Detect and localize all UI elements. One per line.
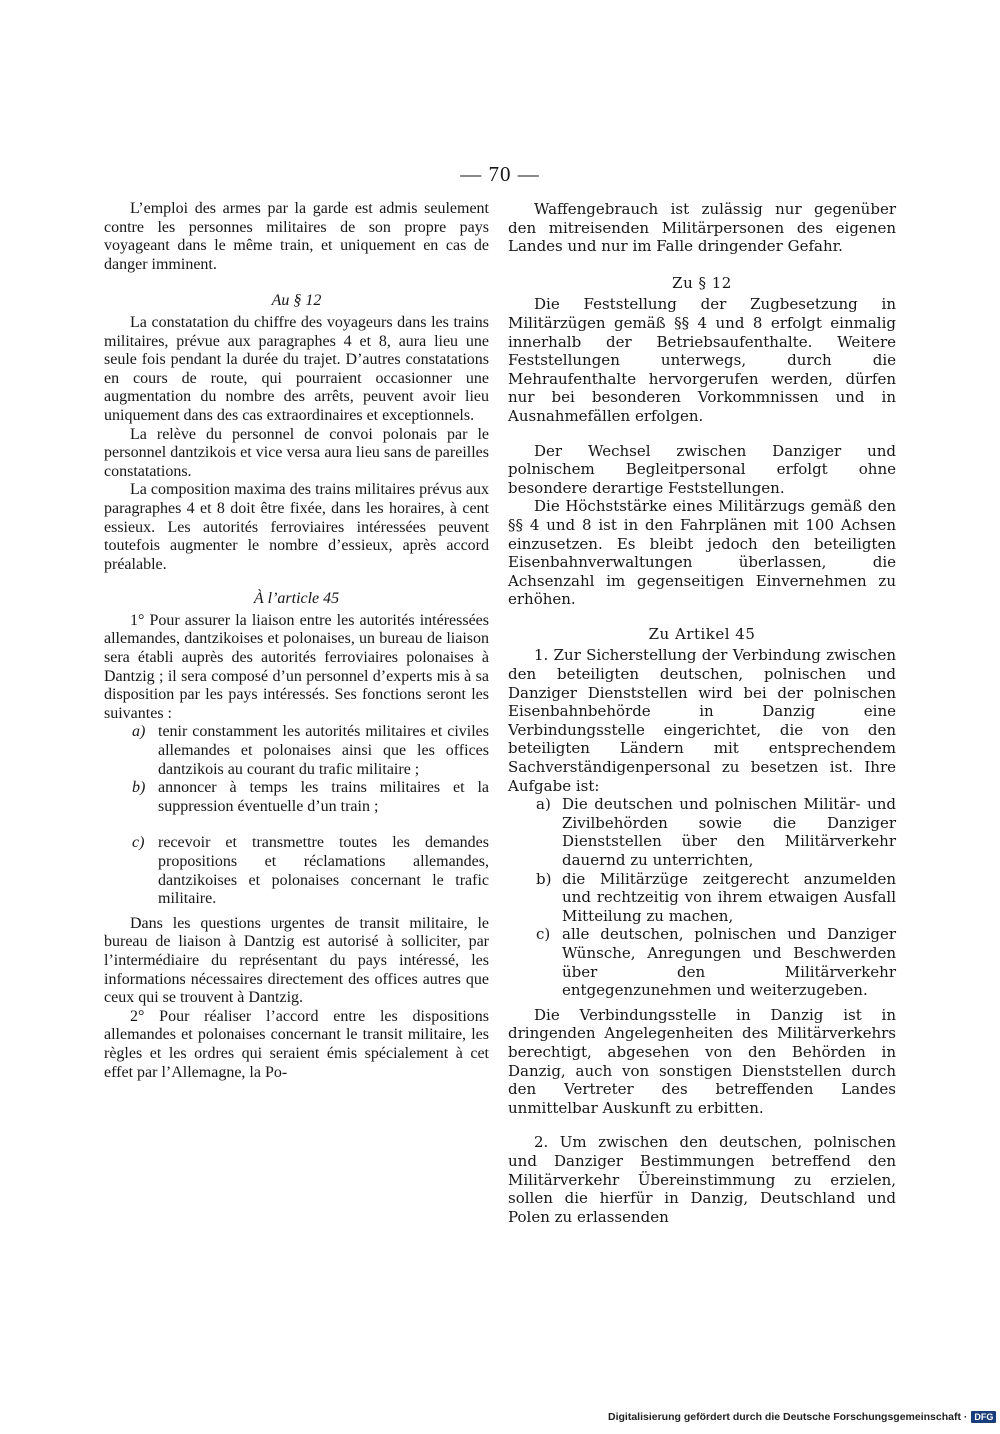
- de-heading-article-45: Zu Artikel 45: [648, 624, 756, 643]
- de-paragraph-1: Waffengebrauch ist zulässig nur gegenüber den mitreisenden Militärpersonen des eigenen Landes und nur im Falle dringender Gefahr.: [508, 200, 896, 256]
- de-heading-section-12: Zu § 12: [672, 273, 732, 292]
- list-marker: a): [132, 723, 146, 741]
- fr-paragraph-3: La relève du personnel de convoi polonais par le personnel dantzikois et vice versa aura lieu sans de pareilles constatations.: [104, 425, 489, 480]
- de-paragraph-6: Die Verbindungsstelle in Danzig ist in dringenden Angelegenheiten des Militärverkehrs berechtigt, abgesehen von den Behörden in Danzig, auch von sonstigen Dienststellen durch den Vertreter des betreffenden Landes unmittelbar Auskunft zu erbitten.: [508, 1005, 896, 1117]
- page-number: — 70 —: [460, 162, 540, 186]
- french-column: [104, 200, 489, 1082]
- list-item: [104, 723, 489, 779]
- list-item: [104, 779, 489, 816]
- fr-paragraph-5: 1° Pour assurer la liaison entre les autorités intéressées allemandes, dantzikoises et polonaises, un bureau de liaison sera établi auprès des autorités ferroviaires polonaises à Dantzig ; il sera composé d’un personnel d’experts mis à sa disposition par les pays intéressés. Ses fonctions seront les suivantes :: [104, 611, 489, 722]
- list-marker: c): [132, 834, 145, 852]
- list-item-text: tenir constamment les autorités militaires et civiles allemandes et polonaises ainsi que les offices dantzikois au courant du trafic militaire ;: [158, 723, 489, 778]
- de-paragraph-7: 2. Um zwischen den deutschen, polnischen und Danziger Bestimmungen betreffend den Militärverkehr Übereinstimmung zu erzielen, sollen die hierfür in Danzig, Deutschland und Polen zu erlassenden: [508, 1133, 896, 1226]
- list-item: [508, 870, 896, 926]
- list-marker: b): [536, 869, 552, 888]
- list-marker: c): [536, 925, 551, 944]
- list-item: [508, 795, 896, 869]
- list-marker: b): [132, 779, 146, 797]
- de-paragraph-4: Die Höchststärke eines Militärzugs gemäß den §§ 4 und 8 ist in den Fahrplänen mit 100 Achsen einzusetzen. Es bleibt jedoch den beteiligten Eisenbahnverwaltungen überlassen, die Achsenzahl im gegenseitigen Einvernehmen zu erhöhen.: [508, 497, 896, 609]
- de-list: [508, 795, 896, 1000]
- fr-paragraph-7: 2° Pour réaliser l’accord entre les dispositions allemandes et polonaises concernant le transit militaire, les règles et les ordres qui seraient émis spécialement à cet effet par l’Allemagne, la Po-: [104, 1007, 489, 1081]
- footer-credit: [608, 1411, 996, 1423]
- list-item-text: alle deutschen, polnischen und Danziger Wünsche, Anregungen und Beschwerden über den Militärverkehr entgegenzunehmen und weiterzugeben.: [562, 925, 896, 1000]
- fr-paragraph-6: Dans les questions urgentes de transit militaire, le bureau de liaison à Dantzig est autorisé à solliciter, par l’intermédiaire du représentant du pays intéressé, les informations nécessaires directement des offices autres que ceux qui se trouvent à Dantzig.: [104, 914, 489, 1007]
- footer-text: Digitalisierung gefördert durch die Deutsche Forschungsgemeinschaft ·: [608, 1411, 968, 1423]
- fr-heading-section-12: Au § 12: [271, 292, 322, 310]
- list-item: [104, 834, 489, 908]
- de-paragraph-2: Die Feststellung der Zugbesetzung in Militärzügen gemäß §§ 4 und 8 erfolgt einmalig innerhalb der Betriebsaufenthalte. Weitere Feststellungen unterwegs, durch die Mehraufenthalte hervorgerufen werden, dürfen nur bei besonderen Vorkommnissen und in Ausnahmefällen erfolgen.: [508, 295, 896, 425]
- list-item-text: recevoir et transmettre toutes les demandes propositions et réclamations allemandes, dantzikoises et polonaises concernant le trafic militaire.: [158, 834, 489, 908]
- fr-heading-article-45: À l’article 45: [253, 590, 340, 608]
- dfg-logo-icon: DFG: [971, 1411, 996, 1423]
- de-paragraph-3: Der Wechsel zwischen Danziger und polnischem Begleitpersonal erfolgt ohne besondere derartige Feststellungen.: [508, 441, 896, 497]
- list-item-text: annoncer à temps les trains militaires et la suppression éventuelle d’un train ;: [158, 779, 489, 815]
- fr-list: [104, 723, 489, 908]
- german-column: [508, 200, 896, 1226]
- list-item-text: die Militärzüge zeitgerecht anzumelden und rechtzeitig von ihrem etwaigen Ausfall Mitteilung zu machen,: [562, 869, 896, 925]
- list-marker: a): [536, 795, 551, 814]
- list-item-text: Die deutschen und polnischen Militär- und Zivilbehörden sowie die Danziger Dienststellen über den Militärverkehr dauernd zu unterrichten,: [562, 795, 896, 869]
- de-paragraph-5: 1. Zur Sicherstellung der Verbindung zwischen den beteiligten deutschen, polnischen und Danziger Dienststellen wird bei der polnischen Eisenbahnbehörde in Danzig eine Verbindungsstelle eingerichtet, die von den beteiligten Ländern mit entsprechendem Sachverständigenpersonal zu besetzen ist. Ihre Aufgabe ist:: [508, 646, 896, 795]
- fr-paragraph-1: L’emploi des armes par la garde est admis seulement contre les personnes militaires de son propre pays voyageant dans le même train, et uniquement en cas de danger imminent.: [104, 200, 489, 273]
- list-item: [508, 925, 896, 999]
- fr-paragraph-2: La constatation du chiffre des voyageurs dans les trains militaires, prévue aux paragraphes 4 et 8, aura lieu une seule fois pendant la durée du trajet. D’autres constatations en cours de route, qui pourraient occasionner une augmentation du nombre des arrêts, peuvent avoir lieu uniquement dans des cas extraordinaires et exceptionnels.: [104, 313, 489, 424]
- fr-paragraph-4: La composition maxima des trains militaires prévus aux paragraphes 4 et 8 doit être fixée, dans les horaires, à cent essieux. Les autorités ferroviaires intéressées peuvent toutefois augmenter le nombre d’essieux, après accord préalable.: [104, 481, 489, 573]
